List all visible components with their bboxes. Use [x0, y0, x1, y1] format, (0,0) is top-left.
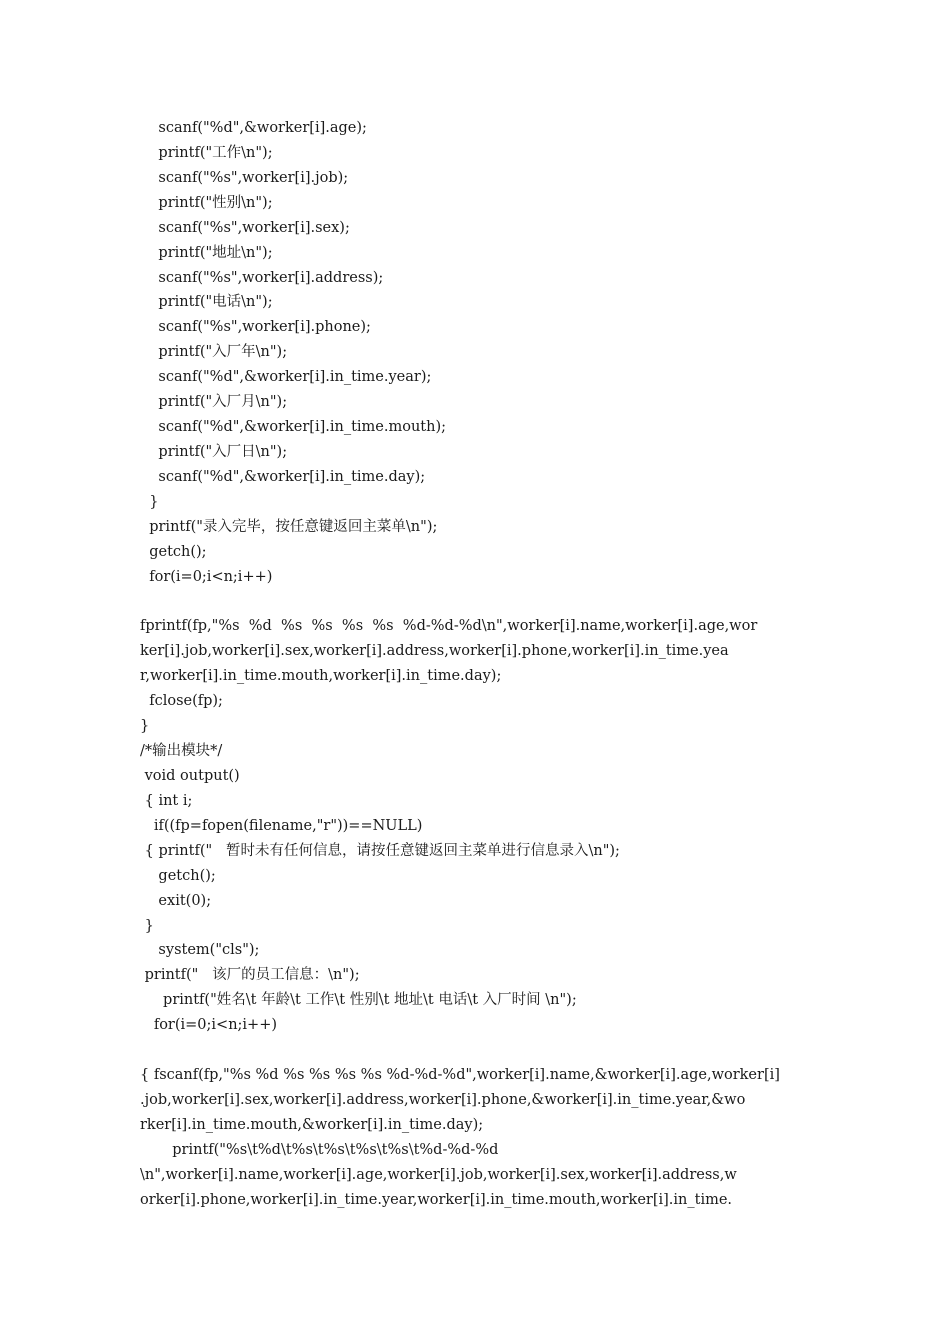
code-line: } — [140, 493, 159, 510]
code-line: void output() — [140, 767, 240, 784]
code-line: printf("工作\n"); — [140, 144, 273, 161]
code-line: } — [140, 917, 154, 934]
code-line: scanf("%s",worker[i].phone); — [140, 319, 371, 336]
code-line: for(i=0;i<n;i++) — [140, 1017, 278, 1034]
code-line: { fscanf(fp,"%s %d %s %s %s %s %d-%d-%d",worker[i].name,&worker[i].age,worker[i] — [140, 1067, 780, 1084]
code-listing — [140, 116, 812, 1213]
code-line: orker[i].phone,worker[i].in_time.year,worker[i].in_time.mouth,worker[i].in_time. — [140, 1191, 733, 1208]
code-line: printf("地址\n"); — [140, 244, 273, 261]
code-line: printf("性别\n"); — [140, 194, 273, 211]
code-line: fprintf(fp,"%s %d %s %s %s %s %d-%d-%d\n",worker[i].name,worker[i].age,wor — [140, 618, 758, 635]
code-line: getch(); — [140, 543, 207, 560]
code-line: scanf("%s",worker[i].job); — [140, 169, 349, 186]
code-line: printf(" 该厂的员工信息：\n"); — [140, 967, 360, 984]
code-line: system("cls"); — [140, 942, 260, 959]
code-line: printf("姓名\t 年龄\t 工作\t 性别\t 地址\t 电话\t 入厂时间 \n"); — [140, 992, 577, 1009]
code-line: if((fp=fopen(filename,"r"))==NULL) — [140, 817, 423, 834]
code-line: fclose(fp); — [140, 693, 223, 710]
code-line: printf("入厂年\n"); — [140, 344, 288, 361]
code-line: getch(); — [140, 867, 216, 884]
blank-line — [140, 1038, 812, 1063]
code-line: .job,worker[i].sex,worker[i].address,worker[i].phone,&worker[i].in_time.year,&wo — [140, 1091, 746, 1108]
code-line: r,worker[i].in_time.mouth,worker[i].in_time.day); — [140, 668, 502, 685]
code-line: scanf("%d",&worker[i].in_time.mouth); — [140, 419, 447, 436]
code-line: printf("入厂日\n"); — [140, 443, 288, 460]
code-line: printf("%s\t%d\t%s\t%s\t%s\t%s\t%d-%d-%d — [140, 1141, 499, 1158]
code-line: scanf("%d",&worker[i].in_time.year); — [140, 369, 432, 386]
code-line: exit(0); — [140, 892, 212, 909]
code-line: scanf("%s",worker[i].sex); — [140, 219, 350, 236]
code-line: scanf("%s",worker[i].address); — [140, 269, 384, 286]
code-line: for(i=0;i<n;i++) — [140, 568, 273, 585]
section-comment: /*输出模块*/ — [140, 743, 223, 760]
code-line: { int i; — [140, 792, 193, 809]
code-line: \n",worker[i].name,worker[i].age,worker[i].job,worker[i].sex,worker[i].address,w — [140, 1166, 737, 1183]
blank-line — [140, 590, 812, 615]
code-line: scanf("%d",&worker[i].in_time.day); — [140, 468, 426, 485]
code-line: ker[i].job,worker[i].sex,worker[i].address,worker[i].phone,worker[i].in_time.yea — [140, 643, 729, 660]
code-line: printf("电话\n"); — [140, 294, 273, 311]
code-line: { printf(" 暂时未有任何信息，请按任意键返回主菜单进行信息录入\n"); — [140, 842, 620, 859]
code-line: } — [140, 718, 150, 735]
code-line: scanf("%d",&worker[i].age); — [140, 120, 367, 136]
code-line: rker[i].in_time.mouth,&worker[i].in_time.day); — [140, 1116, 484, 1133]
code-line: printf("录入完毕，按任意键返回主菜单\n"); — [140, 518, 438, 535]
code-line: printf("入厂月\n"); — [140, 394, 288, 411]
